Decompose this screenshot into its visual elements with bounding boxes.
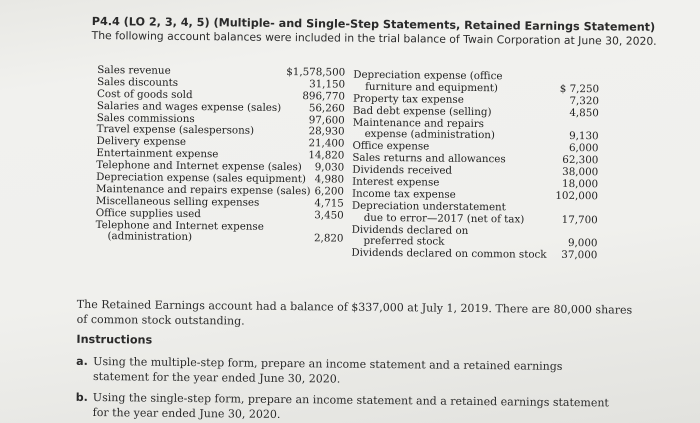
account-amount: 6,000 xyxy=(568,142,599,155)
account-label: Depreciation understatement xyxy=(351,199,506,214)
account-label: Interest expense xyxy=(352,175,440,189)
account-label: (administration) xyxy=(107,230,193,244)
account-amount: 62,300 xyxy=(562,154,599,167)
account-amount: 97,600 xyxy=(308,113,345,127)
account-label: Depreciation expense (sales equipment) xyxy=(96,171,306,186)
account-amount: 9,000 xyxy=(567,237,598,250)
problem-intro: The following account balances were included in the trial balance of Twain Corporation at June 30, 2020. xyxy=(91,28,657,48)
account-label: Maintenance and repairs expense (sales) xyxy=(95,182,311,198)
account-amount: 28,930 xyxy=(308,125,345,139)
account-label: Sales returns and allowances xyxy=(352,151,506,166)
account-label: Property tax expense xyxy=(352,92,464,106)
account-label: Dividends declared on common stock xyxy=(351,247,547,262)
instructions-heading: Instructions xyxy=(76,332,153,347)
account-amount: 21,400 xyxy=(308,137,345,150)
account-amount: $ 7,250 xyxy=(559,82,600,96)
account-label: Travel expense (salespersons) xyxy=(96,123,255,138)
account-amount: 3,450 xyxy=(314,208,344,222)
account-label: Sales revenue xyxy=(97,64,171,77)
account-amount: 31,150 xyxy=(309,78,346,91)
account-label: Dividends declared on xyxy=(351,223,469,237)
account-label: Bad debt expense (selling) xyxy=(352,104,492,118)
instruction-item xyxy=(76,354,616,390)
account-label: Dividends received xyxy=(352,163,453,177)
account-label: expense (administration) xyxy=(364,128,496,142)
account-row xyxy=(351,248,597,262)
account-amount: 102,000 xyxy=(555,189,599,203)
instruction-letter: a. xyxy=(76,354,88,368)
account-amount: 56,260 xyxy=(308,101,345,115)
account-label: due to error—2017 (net of tax) xyxy=(363,211,525,226)
account-label: furniture and equipment) xyxy=(365,80,499,95)
retained-earnings-note: The Retained Earnings account had a balance of $337,000 at July 1, 2019. There are 80,000 shares of common stock outstanding. xyxy=(76,297,633,328)
account-label: Telephone and Internet expense (sales) xyxy=(96,159,302,174)
instruction-text: Using the multiple-step form, prepare an income statement and a retained earnings statement for the year ended June 30, 2020. xyxy=(92,354,563,386)
account-amount: 38,000 xyxy=(562,166,599,179)
left-accounts-column xyxy=(95,65,345,246)
account-amount: 18,000 xyxy=(562,177,599,191)
account-label: Entertainment expense xyxy=(96,147,219,161)
account-label: Sales commissions xyxy=(96,111,195,125)
account-label: Depreciation expense (office xyxy=(353,68,503,83)
account-amount: 7,320 xyxy=(569,94,600,108)
account-label: Maintenance and repairs xyxy=(352,116,485,130)
account-amount: 6,200 xyxy=(314,185,345,198)
problem-title: P4.4 (LO 2, 3, 4, 5) (Multiple- and Single-Step Statements, Retained Earnings Statement) xyxy=(91,14,656,34)
right-accounts-column xyxy=(351,70,599,263)
account-label: Cost of goods sold xyxy=(96,87,193,101)
account-label: preferred stock xyxy=(363,235,445,249)
account-label: Office supplies used xyxy=(95,206,201,220)
account-label: Salaries and wages expense (sales) xyxy=(96,99,282,114)
account-amount: 37,000 xyxy=(561,249,598,262)
account-amount: 17,700 xyxy=(561,213,598,226)
account-amount: $1,578,500 xyxy=(286,66,346,79)
account-amount: 4,980 xyxy=(314,173,345,186)
account-amount: 896,770 xyxy=(302,89,346,103)
instruction-letter: b. xyxy=(75,390,88,404)
account-amount: 14,820 xyxy=(308,149,345,162)
instruction-item xyxy=(76,390,616,423)
account-label: Miscellaneous selling expenses xyxy=(95,194,260,209)
account-amount: 2,820 xyxy=(313,232,344,246)
account-amount: 9,130 xyxy=(569,130,599,143)
account-label: Delivery expense xyxy=(96,135,187,149)
account-amount: 9,030 xyxy=(314,161,345,174)
account-amount: 4,715 xyxy=(314,197,344,210)
instruction-text: Using the single-step form, prepare an income statement and a retained earnings statement for the year ended June 30, 2020. xyxy=(92,390,609,421)
account-label: Telephone and Internet expense xyxy=(95,218,264,233)
account-label: Sales discounts xyxy=(97,75,179,89)
account-row xyxy=(95,231,343,245)
account-amount: 4,850 xyxy=(569,106,599,119)
account-label: Office expense xyxy=(352,140,430,153)
account-label: Income tax expense xyxy=(351,187,456,201)
